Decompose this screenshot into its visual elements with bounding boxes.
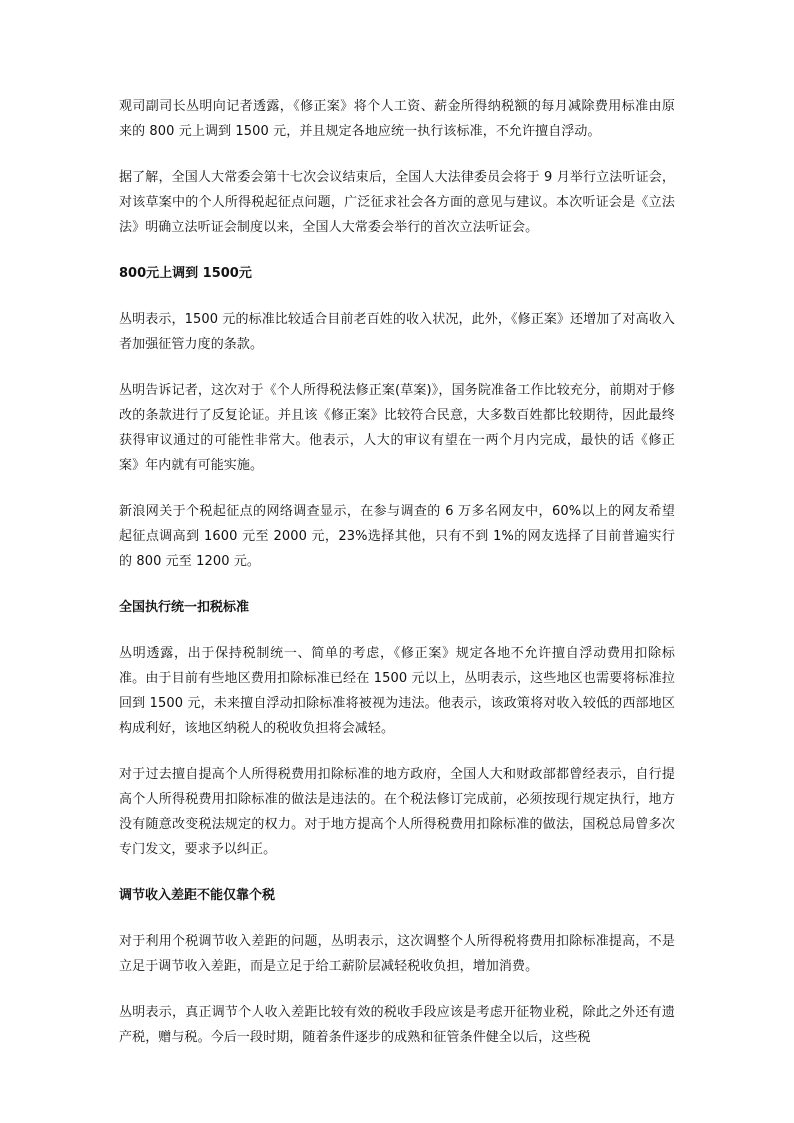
section-heading: 全国执行统一扣税标准 <box>119 600 250 615</box>
paragraph: 据了解，全国人大常委会第十七次会议结束后，全国人大法律委员会将于 9 月举行立法听证会，对该草案中的个人所得税起征点问题，广泛征求社会各方面的意见与建议。本次听证会是《立法法》明确立法听证会制度以来，全国人大常委会举行的首次立法听证会。 <box>119 170 675 235</box>
paragraph: 丛明告诉记者，这次对于《个人所得税法修正案(草案)》，国务院准备工作比较充分，前期对于修改的条款进行了反复论证。并且该《修正案》比较符合民意，大多数百姓都比较期待，因此最终获得审议通过的可能性非常大。他表示，人大的审议有望在一两个月内完成，最快的话《修正案》年内就有可能实施。 <box>119 383 675 473</box>
section-heading: 800元上调到 1500元 <box>119 266 252 281</box>
paragraph: 丛明表示，真正调节个人收入差距比较有效的税收手段应该是考虑开征物业税，除此之外还有遗产税，赠与税。今后一段时期，随着条件逐步的成熟和征管条件健全以后，这些税 <box>119 1005 675 1045</box>
paragraph: 新浪网关于个税起征点的网络调查显示，在参与调查的 6 万多名网友中，60%以上的网友希望起征点调高到 1600 元至 2000 元，23%选择其他，只有不到 1%的网友选择了目前普遍实行的 800 元至 1200 元。 <box>119 504 675 569</box>
paragraph: 丛明表示，1500 元的标准比较适合目前老百姓的收入状况，此外，《修正案》还增加了对高收入者加强征管力度的条款。 <box>119 312 675 352</box>
document-page <box>119 94 675 1071</box>
paragraph: 观司副司长丛明向记者透露，《修正案》将个人工资、薪金所得纳税额的每月减除费用标准由原来的 800 元上调到 1500 元，并且规定各地应统一执行该标准，不允许擅自浮动。 <box>119 99 675 139</box>
paragraph: 对于过去擅自提高个人所得税费用扣除标准的地方政府，全国人大和财政部都曾经表示，自行提高个人所得税费用扣除标准的做法是违法的。在个税法修订完成前，必须按现行规定执行，地方没有随意改变税法规定的权力。对于地方提高个人所得税费用扣除标准的做法，国税总局曾多次专门发文，要求予以纠正。 <box>119 767 675 857</box>
paragraph: 对于利用个税调节收入差距的问题，丛明表示，这次调整个人所得税将费用扣除标准提高，不是立足于调节收入差距，而是立足于给工薪阶层减轻税收负担，增加消费。 <box>119 934 675 974</box>
paragraph: 丛明透露，出于保持税制统一、简单的考虑，《修正案》规定各地不允许擅自浮动费用扣除标准。由于目前有些地区费用扣除标准已经在 1500 元以上，丛明表示，这些地区也需要将标准拉回到 1500 元，未来擅自浮动扣除标准将被视为违法。他表示，该政策将对收入较低的西部地区构成利好，该地区纳税人的税收负担将会减轻。 <box>119 646 675 736</box>
section-heading: 调节收入差距不能仅靠个税 <box>119 888 276 903</box>
